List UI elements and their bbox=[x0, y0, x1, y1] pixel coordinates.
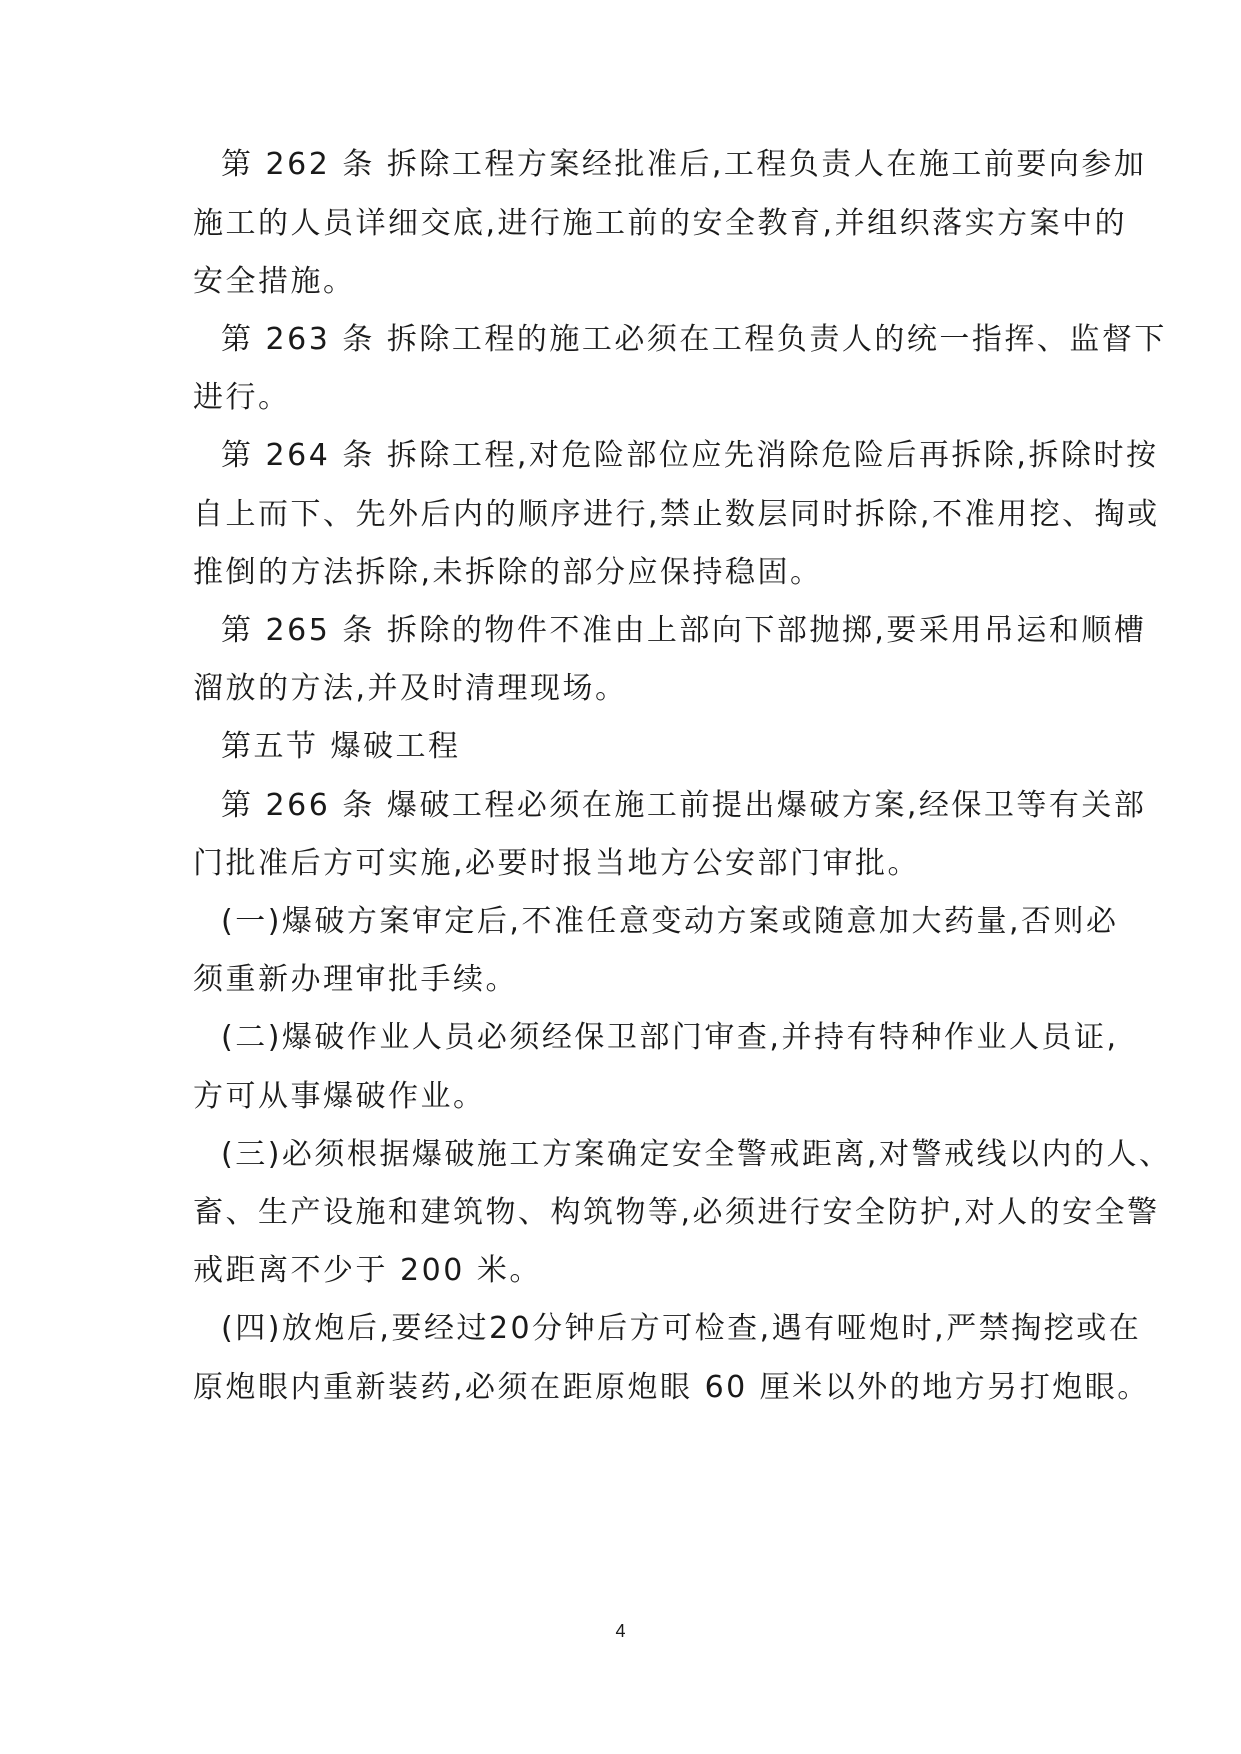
text-line: 戒距离不少于 200 米。 bbox=[193, 1253, 542, 1288]
text-line: (一)爆破方案审定后,不准任意变动方案或随意加大药量,否则必 bbox=[221, 904, 1119, 939]
text-line: 第 262 条 拆除工程方案经批准后,工程负责人在施工前要向参加 bbox=[221, 147, 1147, 182]
page-number: 4 bbox=[615, 1621, 626, 1641]
text-line: 第 264 条 拆除工程,对危险部位应先消除危险后再拆除,拆除时按 bbox=[221, 438, 1159, 473]
text-line: (三)必须根据爆破施工方案确定安全警戒距离,对警戒线以内的人、 bbox=[221, 1137, 1172, 1172]
text-line: (二)爆破作业人员必须经保卫部门审查,并持有特种作业人员证, bbox=[221, 1020, 1119, 1055]
text-line: 施工的人员详细交底,进行施工前的安全教育,并组织落实方案中的 bbox=[193, 206, 1128, 241]
text-line: 畜、生产设施和建筑物、构筑物等,必须进行安全防护,对人的安全警 bbox=[193, 1195, 1160, 1230]
text-line: 第 263 条 拆除工程的施工必须在工程负责人的统一指挥、监督下 bbox=[221, 322, 1167, 357]
text-line: 进行。 bbox=[193, 380, 291, 415]
text-line: 须重新办理审批手续。 bbox=[193, 962, 518, 997]
text-line: 推倒的方法拆除,未拆除的部分应保持稳固。 bbox=[193, 555, 823, 590]
text-line: 安全措施。 bbox=[193, 264, 356, 299]
text-line: 自上而下、先外后内的顺序进行,禁止数层同时拆除,不准用挖、掏或 bbox=[193, 497, 1160, 532]
text-line: 溜放的方法,并及时清理现场。 bbox=[193, 671, 628, 706]
text-line: (四)放炮后,要经过20分钟后方可检查,遇有哑炮时,严禁掏挖或在 bbox=[221, 1311, 1142, 1346]
text-line: 方可从事爆破作业。 bbox=[193, 1079, 486, 1114]
text-line: 门批准后方可实施,必要时报当地方公安部门审批。 bbox=[193, 846, 921, 881]
text-line: 第 266 条 爆破工程必须在施工前提出爆破方案,经保卫等有关部 bbox=[221, 788, 1147, 823]
text-line: 第 265 条 拆除的物件不准由上部向下部抛掷,要采用吊运和顺槽 bbox=[221, 613, 1147, 648]
text-line: 原炮眼内重新装药,必须在距原炮眼 60 厘米以外的地方另打炮眼。 bbox=[193, 1370, 1150, 1405]
section-heading: 第五节 爆破工程 bbox=[221, 729, 461, 764]
